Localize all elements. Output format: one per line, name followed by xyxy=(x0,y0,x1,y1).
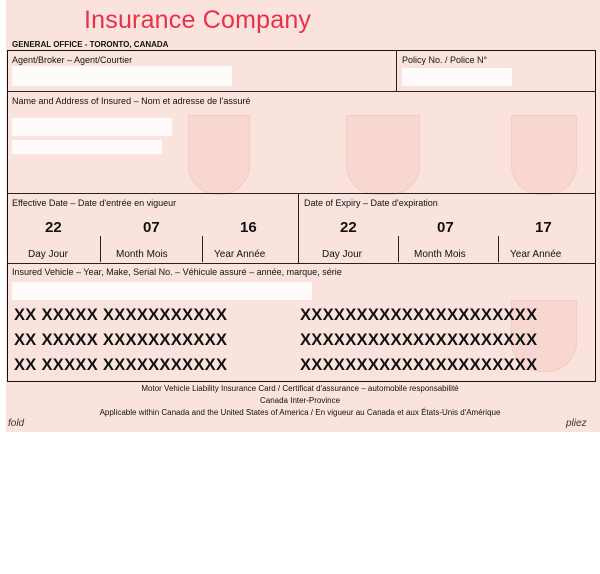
insured-name-value xyxy=(12,118,172,136)
effective-month: 07 xyxy=(143,219,160,236)
date-separator xyxy=(498,236,499,262)
vehicle-row-left: XX XXXXX XXXXXXXXXXX xyxy=(14,356,228,374)
divider xyxy=(396,50,397,91)
expiry-day-label: Day Jour xyxy=(322,249,363,260)
divider xyxy=(7,263,596,264)
divider xyxy=(7,193,596,194)
footer-line-3: Applicable within Canada and the United States of America / En vigueur au Canada et aux États-Unis d'Amérique xyxy=(99,408,501,417)
effective-month-label: Month Mois xyxy=(116,249,168,260)
date-separator xyxy=(202,236,203,262)
vehicle-value-area xyxy=(12,282,312,300)
date-separator xyxy=(100,236,101,262)
footer-line-1: Motor Vehicle Liability Insurance Card / Certificat d'assurance – automobile responsabilité xyxy=(141,384,459,393)
effective-day-label: Day Jour xyxy=(28,249,69,260)
effective-day: 22 xyxy=(45,219,62,236)
policy-label: Policy No. / Police N° xyxy=(402,55,488,65)
date-separator xyxy=(398,236,399,262)
vehicle-row-left: XX XXXXX XXXXXXXXXXX xyxy=(14,306,228,324)
effective-year: 16 xyxy=(240,219,257,236)
pliez-label: pliez xyxy=(566,418,587,429)
general-office: GENERAL OFFICE - TORONTO, CANADA xyxy=(12,40,169,49)
fold-label: fold xyxy=(8,418,25,429)
footer-line-2: Canada Inter-Province xyxy=(259,396,341,405)
effective-year-label: Year Année xyxy=(214,249,266,260)
insured-label: Name and Address of Insured – Nom et adresse de l'assuré xyxy=(12,96,251,106)
expiry-month-label: Month Mois xyxy=(414,249,466,260)
expiry-day: 22 xyxy=(340,219,357,236)
vehicle-label: Insured Vehicle – Year, Make, Serial No. – Véhicule assuré – année, marque, série xyxy=(12,267,342,277)
expiry-year-label: Year Année xyxy=(510,249,562,260)
agent-value xyxy=(12,66,232,86)
divider xyxy=(7,91,596,92)
company-title: Insurance Company xyxy=(84,6,312,34)
policy-value xyxy=(402,68,512,86)
expiry-year: 17 xyxy=(535,219,552,236)
expiry-month: 07 xyxy=(437,219,454,236)
expiry-label: Date of Expiry – Date d'expiration xyxy=(304,198,438,208)
vehicle-row-right: XXXXXXXXXXXXXXXXXXXXX xyxy=(300,331,538,349)
vehicle-row-right: XXXXXXXXXXXXXXXXXXXXX xyxy=(300,306,538,324)
vehicle-row-right: XXXXXXXXXXXXXXXXXXXXX xyxy=(300,356,538,374)
insured-address-value xyxy=(12,140,162,154)
agent-label: Agent/Broker – Agent/Courtier xyxy=(12,55,133,65)
vehicle-row-left: XX XXXXX XXXXXXXXXXX xyxy=(14,331,228,349)
divider xyxy=(298,193,299,263)
effective-label: Effective Date – Date d'entrée en vigueur xyxy=(12,198,177,208)
